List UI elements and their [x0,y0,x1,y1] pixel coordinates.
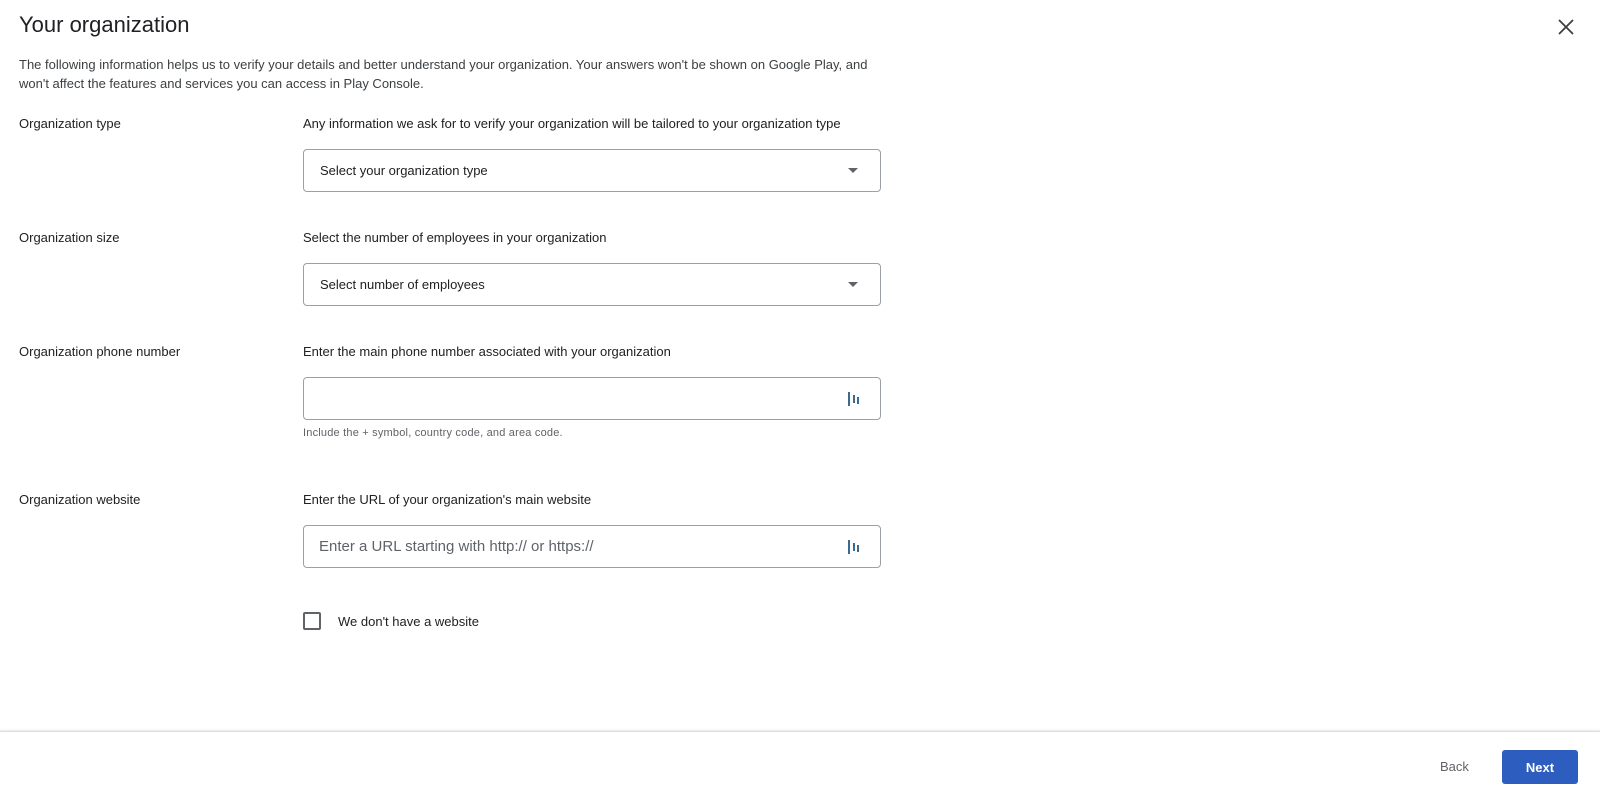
no-website-label: We don't have a website [338,613,479,629]
org-size-description: Select the number of employees in your organization [303,230,607,245]
org-type-selected-value: Select your organization type [320,163,488,178]
org-type-label: Organization type [19,116,121,131]
org-phone-label: Organization phone number [19,344,181,359]
no-website-checkbox[interactable] [303,612,321,630]
org-size-select[interactable] [303,263,881,306]
autofill-icon[interactable] [848,392,860,406]
org-website-input[interactable] [304,525,848,568]
org-phone-field[interactable] [303,377,881,420]
org-website-field[interactable] [303,525,881,568]
close-icon [1557,18,1575,36]
org-website-label: Organization website [19,492,141,507]
org-size-label: Organization size [19,230,120,245]
next-button[interactable]: Next [1502,750,1578,784]
close-button[interactable] [1551,12,1581,42]
org-size-selected-value: Select number of employees [320,277,485,292]
no-website-option[interactable] [303,612,479,630]
dialog-intro: The following information helps us to verify your details and better understand your organization. Your answers won't be shown on Google Play, and won't affect the features and services you can access in Play Console. [19,57,868,91]
back-button[interactable]: Back [1430,750,1479,784]
org-phone-helper-text: Include the + symbol, country code, and area code. [303,427,563,439]
org-type-description: Any information we ask for to verify your organization will be tailored to your organization type [303,116,841,131]
chevron-down-icon [848,168,858,173]
autofill-icon[interactable] [848,540,860,554]
dialog-title: Your organization [19,12,190,37]
org-phone-description: Enter the main phone number associated with your organization [303,344,671,359]
org-phone-input[interactable] [304,377,848,420]
org-website-description: Enter the URL of your organization's main website [303,492,592,507]
chevron-down-icon [848,282,858,287]
org-type-select[interactable] [303,149,881,192]
dialog-footer [0,731,1600,796]
